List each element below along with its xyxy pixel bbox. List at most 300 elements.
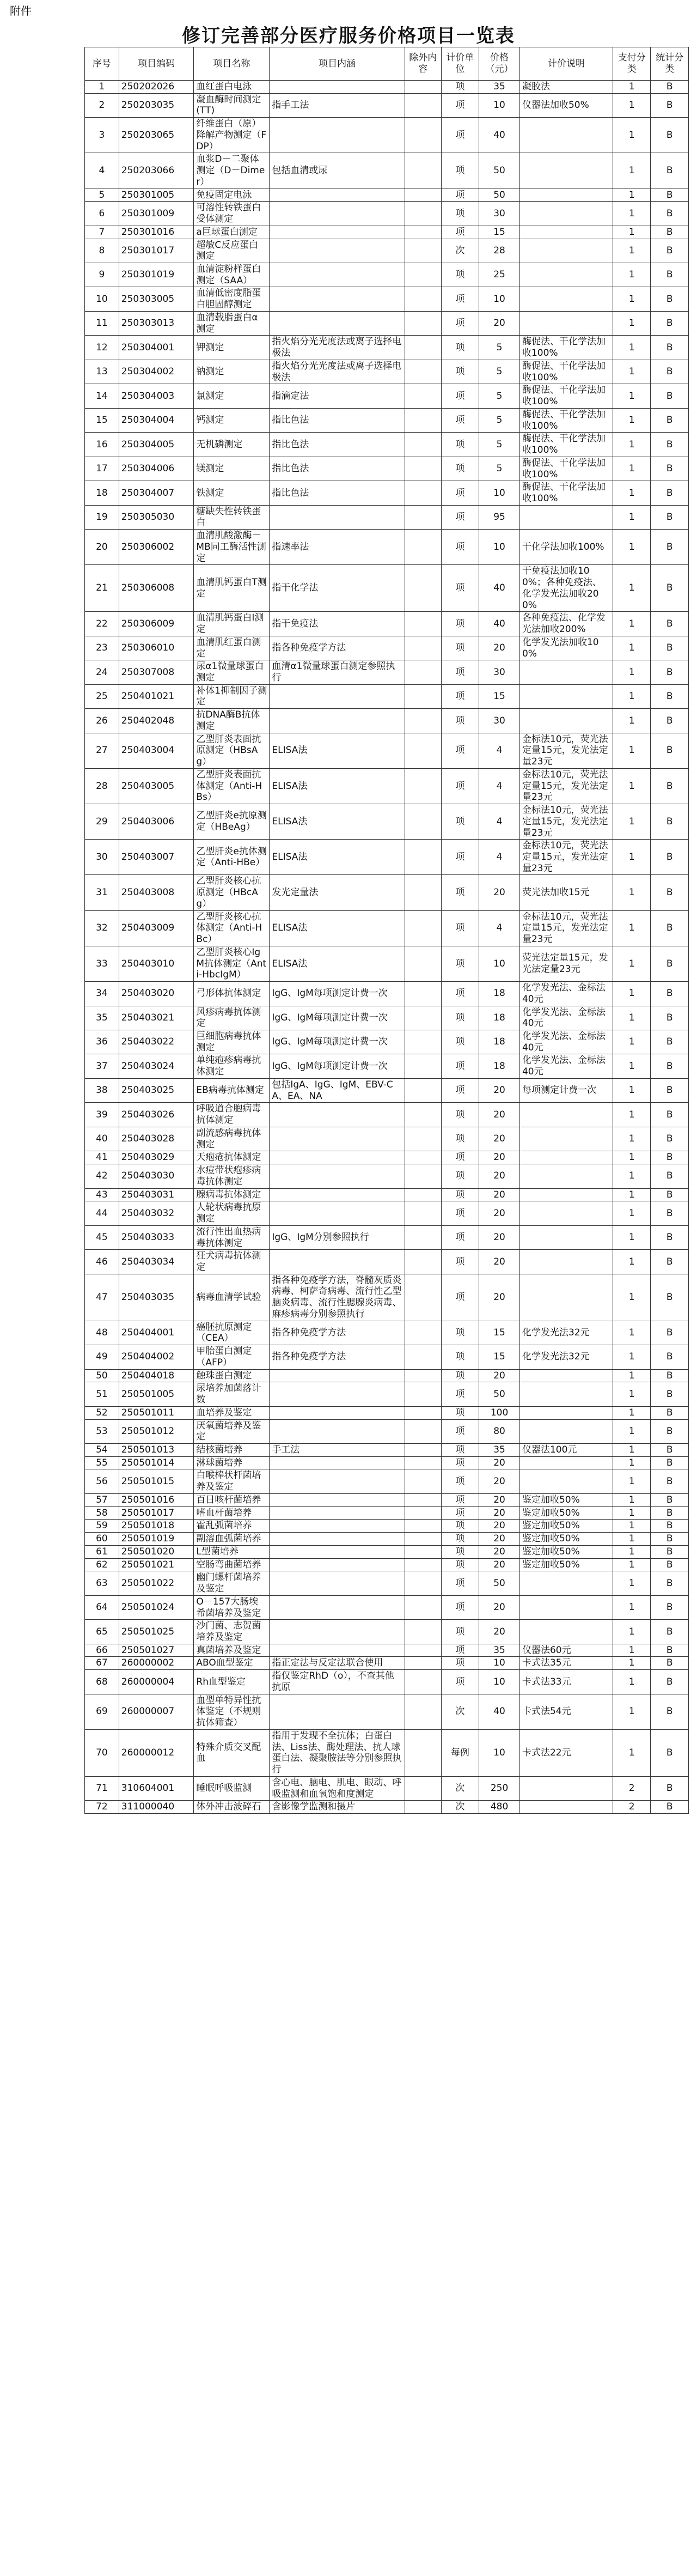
cell-payment-class: 1 [613, 733, 650, 768]
cell-price: 20 [479, 1533, 520, 1546]
cell-note: 卡式法33元 [519, 1670, 613, 1694]
cell-excluded [405, 1670, 441, 1694]
cell-note: 化学发光法加收100% [519, 636, 613, 660]
table-row [85, 1250, 689, 1274]
cell-unit: 项 [441, 226, 479, 239]
cell-stat-class: B [651, 1545, 689, 1558]
cell-content: 包括血清或尿 [270, 153, 405, 189]
cell-content [270, 311, 405, 335]
cell-code: 250301005 [119, 189, 194, 202]
cell-unit: 项 [441, 1571, 479, 1595]
table-row [85, 360, 689, 384]
cell-no: 65 [85, 1620, 119, 1644]
cell-code: 250306008 [119, 565, 194, 612]
cell-stat-class: B [651, 1103, 689, 1127]
cell-unit: 项 [441, 118, 479, 153]
cell-stat-class: B [651, 1250, 689, 1274]
cell-no: 69 [85, 1694, 119, 1729]
cell-payment-class: 1 [613, 1520, 650, 1533]
cell-code: 250304005 [119, 433, 194, 457]
cell-no: 45 [85, 1225, 119, 1249]
cell-unit: 项 [441, 1545, 479, 1558]
col-header-stat-class: 统计分类 [651, 47, 689, 81]
cell-no: 27 [85, 733, 119, 768]
cell-code: 250306009 [119, 612, 194, 636]
cell-excluded [405, 1225, 441, 1249]
cell-unit: 项 [441, 153, 479, 189]
cell-stat-class: B [651, 1469, 689, 1493]
cell-stat-class: B [651, 709, 689, 733]
cell-stat-class: B [651, 1369, 689, 1382]
cell-no: 70 [85, 1729, 119, 1776]
cell-code: 250403031 [119, 1188, 194, 1201]
cell-unit: 项 [441, 1127, 479, 1151]
cell-note [519, 1620, 613, 1644]
cell-code: 250501011 [119, 1406, 194, 1419]
cell-unit: 项 [441, 1030, 479, 1054]
cell-stat-class: B [651, 768, 689, 804]
cell-unit: 项 [441, 1443, 479, 1456]
cell-excluded [405, 1127, 441, 1151]
cell-code: 250306002 [119, 530, 194, 565]
cell-code: 250404018 [119, 1369, 194, 1382]
cell-no: 36 [85, 1030, 119, 1054]
cell-excluded [405, 612, 441, 636]
cell-excluded [405, 1006, 441, 1030]
cell-no: 60 [85, 1533, 119, 1546]
cell-payment-class: 1 [613, 202, 650, 226]
attachment-label: 附件 [10, 4, 32, 17]
cell-payment-class: 1 [613, 840, 650, 875]
cell-no: 8 [85, 239, 119, 263]
cell-note: 化学发光法32元 [519, 1321, 613, 1345]
cell-stat-class: B [651, 1776, 689, 1800]
cell-unit: 项 [441, 263, 479, 287]
cell-payment-class: 1 [613, 1321, 650, 1345]
cell-content: ELISA法 [270, 804, 405, 840]
cell-excluded [405, 1250, 441, 1274]
cell-name: 镁测定 [194, 457, 270, 481]
cell-code: 250501013 [119, 1443, 194, 1456]
cell-code: 250403026 [119, 1103, 194, 1127]
cell-note [519, 189, 613, 202]
cell-price: 10 [479, 530, 520, 565]
table-row [85, 189, 689, 202]
table-row [85, 1164, 689, 1188]
cell-content [270, 1456, 405, 1469]
cell-note: 酶促法、干化学法加收100% [519, 408, 613, 432]
cell-note [519, 1164, 613, 1188]
cell-content: 指比色法 [270, 433, 405, 457]
cell-unit: 项 [441, 636, 479, 660]
cell-name: 尿α1微量球蛋白测定 [194, 660, 270, 684]
cell-stat-class: B [651, 1164, 689, 1188]
cell-price: 30 [479, 709, 520, 733]
cell-stat-class: B [651, 565, 689, 612]
cell-price: 20 [479, 1469, 520, 1493]
cell-note: 仪器法60元 [519, 1644, 613, 1657]
cell-payment-class: 1 [613, 1545, 650, 1558]
cell-unit: 项 [441, 1493, 479, 1506]
cell-price: 10 [479, 1729, 520, 1776]
cell-payment-class: 1 [613, 239, 650, 263]
cell-unit: 项 [441, 1078, 479, 1102]
cell-note: 干免疫法加收100%；各种免疫法、化学发光法加收200% [519, 565, 613, 612]
cell-note [519, 1419, 613, 1443]
cell-unit: 项 [441, 1006, 479, 1030]
table-row [85, 910, 689, 946]
cell-no: 33 [85, 946, 119, 981]
cell-no: 32 [85, 910, 119, 946]
cell-code: 250501017 [119, 1506, 194, 1520]
cell-stat-class: B [651, 1188, 689, 1201]
cell-no: 2 [85, 93, 119, 117]
cell-code: 250403032 [119, 1201, 194, 1225]
col-header-unit: 计价单位 [441, 47, 479, 81]
cell-no: 11 [85, 311, 119, 335]
cell-payment-class: 1 [613, 1225, 650, 1249]
cell-stat-class: B [651, 1054, 689, 1078]
cell-name: 白喉棒状杆菌培养及鉴定 [194, 1469, 270, 1493]
cell-excluded [405, 1533, 441, 1546]
cell-code: 250403022 [119, 1030, 194, 1054]
cell-content [270, 239, 405, 263]
cell-note [519, 239, 613, 263]
cell-note [519, 1776, 613, 1800]
cell-note: 仪器法加收50% [519, 93, 613, 117]
cell-no: 46 [85, 1250, 119, 1274]
cell-note: 酶促法、干化学法加收100% [519, 457, 613, 481]
cell-payment-class: 1 [613, 1595, 650, 1619]
table-row [85, 636, 689, 660]
cell-stat-class: B [651, 384, 689, 408]
cell-code: 250403004 [119, 733, 194, 768]
cell-price: 20 [479, 1250, 520, 1274]
cell-payment-class: 1 [613, 1201, 650, 1225]
cell-price: 25 [479, 263, 520, 287]
cell-note: 金标法10元，荧光法定量15元，发光法定量23元 [519, 768, 613, 804]
cell-excluded [405, 1571, 441, 1595]
price-table [84, 47, 689, 1814]
cell-name: 甲胎蛋白测定（AFP） [194, 1345, 270, 1369]
cell-excluded [405, 481, 441, 505]
cell-price: 20 [479, 1558, 520, 1571]
cell-price: 95 [479, 505, 520, 529]
cell-price: 20 [479, 875, 520, 910]
cell-excluded [405, 1188, 441, 1201]
cell-unit: 项 [441, 530, 479, 565]
cell-payment-class: 1 [613, 481, 650, 505]
cell-code: 250304004 [119, 408, 194, 432]
cell-price: 40 [479, 612, 520, 636]
cell-price: 15 [479, 1321, 520, 1345]
cell-stat-class: B [651, 360, 689, 384]
cell-no: 23 [85, 636, 119, 660]
cell-name: 真菌培养及鉴定 [194, 1644, 270, 1657]
cell-content [270, 1250, 405, 1274]
cell-price: 20 [479, 1225, 520, 1249]
cell-unit: 项 [441, 768, 479, 804]
cell-payment-class: 1 [613, 1406, 650, 1419]
cell-code: 260000004 [119, 1670, 194, 1694]
cell-price: 5 [479, 384, 520, 408]
cell-unit: 项 [441, 93, 479, 117]
cell-no: 50 [85, 1369, 119, 1382]
cell-stat-class: B [651, 1127, 689, 1151]
cell-excluded [405, 1644, 441, 1657]
cell-note [519, 1406, 613, 1419]
cell-note [519, 1103, 613, 1127]
cell-content: 指干化学法 [270, 565, 405, 612]
cell-code: 250304003 [119, 384, 194, 408]
table-row [85, 1644, 689, 1657]
cell-name: 血清载脂蛋白α测定 [194, 311, 270, 335]
table-row [85, 946, 689, 981]
cell-content: IgG、IgM每项测定计费一次 [270, 982, 405, 1006]
cell-excluded [405, 239, 441, 263]
cell-payment-class: 1 [613, 612, 650, 636]
cell-price: 20 [479, 311, 520, 335]
cell-excluded [405, 81, 441, 94]
cell-note: 化学发光法、金标法40元 [519, 1006, 613, 1030]
col-header-payment-class: 支付分类 [613, 47, 650, 81]
cell-content: 指仅鉴定RhD（o），不查其他抗原 [270, 1670, 405, 1694]
cell-content [270, 1469, 405, 1493]
cell-no: 51 [85, 1382, 119, 1406]
cell-price: 5 [479, 336, 520, 360]
cell-no: 25 [85, 684, 119, 708]
cell-excluded [405, 636, 441, 660]
cell-payment-class: 1 [613, 1164, 650, 1188]
cell-payment-class: 2 [613, 1801, 650, 1814]
table-row [85, 1369, 689, 1382]
cell-excluded [405, 1164, 441, 1188]
table-row [85, 1571, 689, 1595]
cell-content [270, 709, 405, 733]
table-row [85, 565, 689, 612]
cell-payment-class: 1 [613, 1657, 650, 1670]
cell-price: 5 [479, 457, 520, 481]
cell-note [519, 311, 613, 335]
cell-stat-class: B [651, 1078, 689, 1102]
cell-excluded [405, 1274, 441, 1321]
cell-unit: 项 [441, 1595, 479, 1619]
cell-excluded [405, 840, 441, 875]
cell-name: 乙型肝炎e抗体测定（Anti-HBe） [194, 840, 270, 875]
col-header-no: 序号 [85, 47, 119, 81]
cell-price: 40 [479, 118, 520, 153]
cell-excluded [405, 1729, 441, 1776]
cell-excluded [405, 1558, 441, 1571]
cell-payment-class: 1 [613, 946, 650, 981]
cell-no: 21 [85, 565, 119, 612]
table-row [85, 505, 689, 529]
cell-unit: 项 [441, 505, 479, 529]
cell-excluded [405, 1545, 441, 1558]
cell-stat-class: B [651, 1321, 689, 1345]
cell-code: 250304001 [119, 336, 194, 360]
cell-content: 指比色法 [270, 481, 405, 505]
cell-content: 指火焰分光光度法或离子选择电极法 [270, 360, 405, 384]
cell-excluded [405, 1595, 441, 1619]
cell-unit: 项 [441, 684, 479, 708]
cell-name: 乙型肝炎核心抗原测定（HBcAg） [194, 875, 270, 910]
cell-name: 血清肌钙蛋白Ⅰ测定 [194, 612, 270, 636]
cell-code: 260000002 [119, 1657, 194, 1670]
cell-content [270, 81, 405, 94]
cell-excluded [405, 1493, 441, 1506]
cell-unit: 项 [441, 1250, 479, 1274]
cell-name: O－157大肠埃希菌培养及鉴定 [194, 1595, 270, 1619]
cell-unit: 项 [441, 709, 479, 733]
cell-content [270, 1188, 405, 1201]
cell-excluded [405, 875, 441, 910]
cell-unit: 项 [441, 1419, 479, 1443]
cell-payment-class: 1 [613, 118, 650, 153]
cell-no: 48 [85, 1321, 119, 1345]
cell-payment-class: 1 [613, 1345, 650, 1369]
cell-excluded [405, 93, 441, 117]
cell-name: 淋球菌培养 [194, 1456, 270, 1469]
cell-name: 乙型肝炎核心IgM抗体测定（Anti-HbcIgM） [194, 946, 270, 981]
cell-note: 每项测定计费一次 [519, 1078, 613, 1102]
cell-name: 风疹病毒抗体测定 [194, 1006, 270, 1030]
cell-stat-class: B [651, 1406, 689, 1419]
cell-note [519, 1469, 613, 1493]
cell-content [270, 1406, 405, 1419]
cell-content: ELISA法 [270, 946, 405, 981]
cell-no: 10 [85, 287, 119, 311]
cell-name: 沙门菌、志贺菌培养及鉴定 [194, 1620, 270, 1644]
cell-price: 20 [479, 1127, 520, 1151]
cell-no: 15 [85, 408, 119, 432]
cell-price: 4 [479, 768, 520, 804]
cell-content [270, 1558, 405, 1571]
cell-content: 指火焰分光光度法或离子选择电极法 [270, 336, 405, 360]
cell-payment-class: 1 [613, 226, 650, 239]
cell-code: 250203065 [119, 118, 194, 153]
cell-excluded [405, 360, 441, 384]
cell-excluded [405, 1054, 441, 1078]
cell-payment-class: 1 [613, 263, 650, 287]
cell-name: 血清淀粉样蛋白测定（SAA） [194, 263, 270, 287]
cell-name: 乙型肝炎表面抗体测定（Anti-HBs） [194, 768, 270, 804]
cell-price: 4 [479, 840, 520, 875]
cell-content: 指正定法与反定法联合使用 [270, 1657, 405, 1670]
cell-code: 250203066 [119, 153, 194, 189]
cell-excluded [405, 1694, 441, 1729]
cell-payment-class: 1 [613, 153, 650, 189]
cell-no: 5 [85, 189, 119, 202]
cell-content: IgG、IgM每项测定计费一次 [270, 1054, 405, 1078]
cell-content [270, 1127, 405, 1151]
cell-note: 金标法10元，荧光法定量15元，发光法定量23元 [519, 840, 613, 875]
cell-content: 指各种免疫学方法，脊髓灰质炎病毒、柯萨奇病毒、流行性乙型脑炎病毒、流行性腮腺炎病毒、麻疹病毒分别参照执行 [270, 1274, 405, 1321]
cell-price: 20 [479, 1520, 520, 1533]
cell-price: 20 [479, 1274, 520, 1321]
cell-stat-class: B [651, 1595, 689, 1619]
cell-unit: 项 [441, 189, 479, 202]
cell-no: 6 [85, 202, 119, 226]
cell-price: 18 [479, 1054, 520, 1078]
cell-name: 血清肌酸激酶－MB同工酶活性测定 [194, 530, 270, 565]
cell-excluded [405, 433, 441, 457]
cell-note [519, 226, 613, 239]
cell-code: 250306010 [119, 636, 194, 660]
cell-content [270, 1164, 405, 1188]
cell-note [519, 1250, 613, 1274]
cell-content: 指干免疫法 [270, 612, 405, 636]
cell-code: 250401021 [119, 684, 194, 708]
cell-note: 卡式法22元 [519, 1729, 613, 1776]
cell-unit: 次 [441, 1801, 479, 1814]
cell-unit: 项 [441, 612, 479, 636]
cell-no: 16 [85, 433, 119, 457]
table-row [85, 530, 689, 565]
cell-content [270, 1644, 405, 1657]
cell-content [270, 1620, 405, 1644]
cell-excluded [405, 1469, 441, 1493]
cell-code: 250303005 [119, 287, 194, 311]
cell-stat-class: B [651, 1729, 689, 1776]
cell-unit: 项 [441, 1506, 479, 1520]
table-row [85, 153, 689, 189]
table-row [85, 287, 689, 311]
cell-no: 49 [85, 1345, 119, 1369]
cell-content: 指用于发现不全抗体；白蛋白法、Liss法、酶处理法、抗人球蛋白法、凝聚胺法等分别参照执行 [270, 1729, 405, 1776]
cell-unit: 项 [441, 1369, 479, 1382]
table-row [85, 1595, 689, 1619]
cell-content [270, 226, 405, 239]
cell-note: 干化学法加收100% [519, 530, 613, 565]
cell-note: 酶促法、干化学法加收100% [519, 433, 613, 457]
cell-no: 18 [85, 481, 119, 505]
table-row [85, 1382, 689, 1406]
cell-stat-class: B [651, 93, 689, 117]
cell-no: 44 [85, 1201, 119, 1225]
table-row [85, 768, 689, 804]
cell-note: 卡式法35元 [519, 1657, 613, 1670]
cell-name: 巨细胞病毒抗体测定 [194, 1030, 270, 1054]
cell-name: 癌胚抗原测定（CEA） [194, 1321, 270, 1345]
table-row [85, 81, 689, 94]
cell-stat-class: B [651, 1201, 689, 1225]
cell-stat-class: B [651, 408, 689, 432]
cell-unit: 项 [441, 1321, 479, 1345]
cell-code: 250304007 [119, 481, 194, 505]
cell-stat-class: B [651, 1571, 689, 1595]
cell-code: 250202026 [119, 81, 194, 94]
table-row [85, 1776, 689, 1800]
cell-unit: 项 [441, 1188, 479, 1201]
cell-price: 20 [479, 636, 520, 660]
cell-no: 67 [85, 1657, 119, 1670]
cell-price: 18 [479, 1006, 520, 1030]
cell-stat-class: B [651, 1030, 689, 1054]
table-row [85, 1670, 689, 1694]
cell-excluded [405, 202, 441, 226]
cell-no: 19 [85, 505, 119, 529]
table-row [85, 660, 689, 684]
cell-excluded [405, 1443, 441, 1456]
cell-note [519, 1201, 613, 1225]
cell-unit: 项 [441, 1558, 479, 1571]
cell-price: 10 [479, 481, 520, 505]
cell-note [519, 1127, 613, 1151]
cell-name: 铁测定 [194, 481, 270, 505]
cell-code: 250203035 [119, 93, 194, 117]
cell-payment-class: 1 [613, 660, 650, 684]
